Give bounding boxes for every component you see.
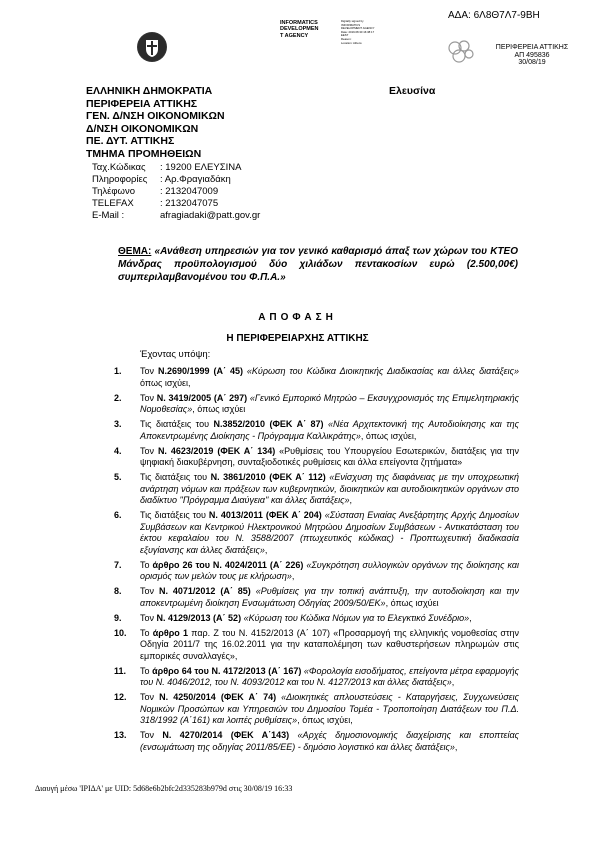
authority-heading: Η ΠΕΡΙΦΕΡΕΙΑΡΧΗΣ ΑΤΤΙΚΗΣ (226, 333, 369, 344)
item-text-part: Ν. 4129/2013 (Α΄ 52) (156, 612, 242, 623)
item-text-part: Ν. 3861/2010 (ΦΕΚ Α΄ 112) (210, 472, 326, 482)
item-text-part: Το (140, 665, 153, 676)
item-number: 11. (114, 665, 127, 676)
item-number: 3. (114, 419, 122, 429)
item-text-part: , (469, 612, 472, 623)
signature-detail-line: Digitally signed by (341, 19, 364, 23)
item-text-part: Τις διατάξεις του (140, 510, 209, 520)
header-line: ΠΕΡΙΦΕΡΕΙΑ ΑΤΤΙΚΗΣ (86, 97, 198, 110)
item-text-part: Ν. 4270/2014 (ΦΕΚ Α΄143) (162, 730, 290, 740)
agency-line-1: INFORMATICS (280, 20, 318, 26)
issuer-header (86, 85, 225, 160)
header-line: ΠΕ. ΔΥΤ. ΑΤΤΙΚΗΣ (86, 135, 175, 147)
city: Ελευσίνα (389, 85, 436, 97)
ada-code: ΑΔΑ: 6Λ8Θ7Λ7-9ΒΗ (448, 10, 540, 21)
legal-basis-item (114, 510, 519, 556)
item-text-part: άρθρο 1 (152, 627, 189, 638)
header-line: ΤΜΗΜΑ ΠΡΟΜΗΘΕΙΩΝ (86, 147, 202, 160)
item-text-part: Τον (140, 366, 158, 376)
item-text-part: , (291, 571, 295, 581)
item-text-part: «Σύσταση Ενιαίας Ανεξάρτητης Αρχής Δημοσίων Συμβάσεων και Κεντρικού Ηλεκτρονικού Μητρώου Δημοσίων Συμβάσεων - Αντικατάσταση του έκτου κεφαλαίου του Ν. 3588/2007 (πτωχευτικός κώδικας) - Προπτωχευτική διαδικασία εξυγίανσης και άλλες διατάξεις» (140, 510, 519, 555)
contact-label: Πληροφορίες (92, 174, 148, 185)
stamp-region: ΠΕΡΙΦΕΡΕΙΑ ΑΤΤΙΚΗΣ (495, 44, 569, 51)
item-text-part: , όπως ισχύει (192, 404, 246, 414)
agency-line-3: T AGENCY (280, 32, 309, 39)
item-text-part: Ν. 4623/2019 (ΦΕΚ Α΄ 134) (157, 445, 276, 456)
item-text-part: «Κύρωση του Κώδικα Νόμων για το Ελεγκτικό Συνέδριο» (241, 612, 470, 623)
legal-basis-item (114, 613, 519, 625)
email-value: afragiadaki@patt.gov.gr (160, 210, 261, 221)
item-text-part: «Διοικητικές απλουστεύσεις - Καταργήσεις, Συγχωνεύσεις Νομικών Προσώπων και Υπηρεσιών του Δημοσίου Τομέα - Τροποποίηση Διατάξεων του Π.Δ. 318/1992 (Α΄161) και λοιπές ρυθμίσεις» (140, 692, 519, 725)
item-text-part: παρ. Ζ του Ν. 4152/2013 (Α΄ 107) «Προσαρμογή της ελληνικής νομοθεσίας στην Οδηγία 2011/7 της 16.02.2011 για την καταπολέμηση των καθυστερήσεων πληρωμών στις εμπορικές συναλλαγές», (140, 627, 520, 661)
stamp-date: 30/08/19 (518, 59, 546, 66)
item-text-part: Το (140, 627, 153, 638)
item-text-part: Ν. 4013/2011 (ΦΕΚ Α΄ 204) (208, 510, 322, 520)
item-text (140, 419, 519, 442)
item-text (140, 510, 519, 556)
item-text-part: , όπως ισχύει, (360, 430, 417, 441)
item-number: 9. (114, 612, 122, 623)
item-number: 8. (114, 586, 122, 596)
contact-value: : Αρ.Φραγιαδάκη (160, 174, 231, 185)
legal-basis-item (114, 628, 519, 663)
legal-basis-item (114, 730, 519, 753)
header-line: Δ/ΝΣΗ ΟΙΚΟΝΟΜΙΚΩΝ (86, 122, 199, 135)
contact-label: TELEFAX (92, 198, 134, 209)
item-text-part: , όπως ισχύει (385, 597, 439, 608)
item-text-part: «Φορολογία εισοδήματος, επείγοντα μέτρα εφαρμογής του Ν. 4046/2012, του Ν. 4093/2012 και του Ν. 4127/2013 και άλλες διατάξεις» (140, 665, 519, 687)
item-text-part: Τον (140, 392, 157, 403)
subject-label: ΘΕΜΑ: (118, 246, 152, 257)
decision-title: ΑΠΟΦΑΣΗ (258, 312, 337, 323)
legal-basis-item (114, 472, 519, 507)
contact-row (92, 198, 260, 210)
item-text-part: Ν. 4071/2012 (Α΄ 85) (158, 586, 251, 596)
contact-label: Ταχ.Κώδικας (92, 162, 146, 173)
item-text-part: Τον (140, 586, 159, 596)
item-text-part: άρθρο 64 του Ν. 4172/2013 (Α΄ 167) (152, 665, 302, 676)
item-text-part: όπως ισχύει, (140, 377, 191, 388)
considering-intro: Έχοντας υπόψη: (140, 349, 211, 360)
contact-block (92, 162, 260, 222)
item-text-part: , (451, 677, 455, 687)
item-text-part: άρθρο 26 του Ν. 4024/2011 (Α΄ 226) (152, 559, 304, 570)
item-text (140, 666, 519, 689)
signature-detail-line: INFORMATICS (341, 22, 361, 27)
item-text-part: «Κύρωση του Κώδικα Διοικητικής Διαδικασίας και άλλες διατάξεις» (242, 366, 520, 376)
item-text-part: «Γενικό Εμπορικό Μητρώο – Εκσυγχρονισμός της Επιμελητηριακής Νομοθεσίας» (140, 392, 520, 414)
subject (118, 245, 518, 284)
item-number: 6. (114, 510, 122, 520)
item-text-part: «Νέα Αρχιτεκτονική της Αυτοδιοίκησης και της Αποκεντρωμένης Διοίκησης - Πρόγραμμα Καλλικράτης» (140, 419, 519, 441)
legal-basis-list (114, 366, 519, 757)
agency-line-2: DEVELOPMEN (280, 26, 319, 33)
item-text-part: Τις διατάξεις του (140, 472, 211, 482)
item-text-part: Το (140, 559, 153, 570)
contact-row (92, 186, 260, 198)
signature-detail-line: EEST (341, 33, 349, 38)
item-text-part: Τον (140, 730, 163, 740)
contact-value: : 2132047075 (160, 198, 219, 209)
contact-row (92, 162, 260, 174)
legal-basis-item (114, 446, 519, 469)
item-text-part: Ν.2690/1999 (Α΄ 45) (157, 366, 243, 376)
item-text (140, 586, 519, 609)
header-line: ΓΕΝ. Δ/ΝΣΗ ΟΙΚΟΝΟΜΙΚΩΝ (86, 110, 225, 122)
item-text (140, 366, 519, 389)
item-text (140, 560, 519, 583)
footer-iris: Διαυγή μέσω 'ΙΡΙΔΑ' με UID: 5d68e6b2bfc2d335283b979d στις 30/08/19 16:33 (35, 784, 293, 793)
signature-detail-line: Date: 2019.08.30 16:38:17 (341, 29, 375, 34)
item-text-part: «Ενίσχυση της διαφάνειας με την υποχρεωτική ανάρτηση νόμων και πράξεων των κυβερνητικών, διοικητικών και αυτοδιοικητικών οργάνων στο διαδίκτυο ''Πρόγραμμα Διαύγεια'' και άλλες διατάξεις» (140, 472, 519, 505)
subject-text: «Ανάθεση υπηρεσιών για τον γενικό καθαρισμό άπαξ των χώρων του ΚΤΕΟ Μάνδρας προϋπολογισμού δύο χιλιάδων πεντακοσίων ευρώ (2.500,00€) συμπεριλαμβανομένου του Φ.Π.Α.» (118, 246, 518, 283)
item-text-part: , (264, 544, 268, 555)
contact-label: E-Mail : (92, 210, 125, 221)
legal-basis-item (114, 366, 519, 389)
contact-label: Τηλέφωνο (92, 186, 135, 197)
item-text (140, 628, 519, 663)
signature-detail-line: Reason: (341, 36, 352, 41)
item-text-part: Τον (140, 692, 160, 702)
item-text-part: «Αρχές δημοσιονομικής διαχείρισης και εποπτείας (ενσωμάτωση της οδηγίας 2011/85/ΕΕ) - δημόσιο λογιστικό και άλλες διατάξεις» (140, 730, 520, 752)
item-number: 7. (114, 559, 122, 570)
contact-value: : 19200 ΕΛΕΥΣΙΝΑ (160, 162, 242, 173)
stamp-protocol: ΑΠ 495836 (514, 51, 550, 59)
item-text (140, 446, 519, 469)
signature-details (341, 20, 375, 45)
item-text-part: Τον (140, 612, 157, 623)
item-text (140, 613, 519, 625)
item-text (140, 692, 519, 727)
legal-basis-item (114, 586, 519, 609)
signature-detail-line: DEVELOPMENT AGENCY (341, 26, 375, 31)
greek-emblem-icon (137, 32, 167, 62)
item-text-part: Ν. 4250/2014 (ΦΕΚ Α΄ 74) (159, 692, 277, 702)
item-text-part: , (454, 741, 458, 752)
item-number: 5. (114, 472, 122, 482)
item-number: 2. (114, 392, 122, 403)
legal-basis-item (114, 560, 519, 583)
legal-basis-item (114, 419, 519, 442)
item-text-part: Ν.3852/2010 (ΦΕΚ Α΄ 87) (213, 419, 324, 429)
item-text (140, 393, 519, 416)
item-text (140, 472, 519, 507)
item-text-part: , όπως ισχύει, (297, 715, 353, 725)
item-number: 10. (114, 627, 127, 638)
contact-row (92, 210, 260, 222)
signature-agency (280, 20, 319, 39)
contact-row (92, 174, 260, 186)
legal-basis-item (114, 393, 519, 416)
item-text-part: «Συγκρότηση συλλογικών οργάνων της διοίκησης και ορισμός των μελών τους με κλήρωση» (140, 559, 519, 581)
legal-basis-item (114, 692, 519, 727)
item-number: 1. (114, 366, 122, 376)
signature-detail-line: Location: Athens (341, 40, 362, 45)
item-text-part: «Ρυθμίσεις του Υπουργείου Εσωτερικών, διατάξεις για την ψηφιακή διακυβέρνηση, συνταξιοδοτικές ρυθμίσεις και άλλα επείγοντα ζητήματα» (140, 445, 520, 467)
item-text-part: Τις διατάξεις του (140, 419, 214, 429)
item-text (140, 730, 519, 753)
item-text-part: «Ρυθμίσεις για την τοπική ανάπτυξη, την αυτοδιοίκηση και την αποκεντρωμένη διοίκηση Ενσωμάτωση Οδηγίας 2009/50/ΕΚ» (140, 586, 520, 608)
item-number: 13. (114, 730, 127, 740)
item-text-part: Ν. 3419/2005 (Α΄ 297) (156, 392, 248, 403)
item-text-part: , (349, 495, 352, 505)
contact-value: : 2132047009 (160, 186, 219, 197)
header-line: ΕΛΛΗΝΙΚΗ ΔΗΜΟΚΡΑΤΙΑ (86, 85, 213, 97)
item-text-part: Τον (140, 445, 158, 456)
legal-basis-item (114, 666, 519, 689)
item-number: 12. (114, 692, 127, 702)
item-number: 4. (114, 445, 122, 456)
